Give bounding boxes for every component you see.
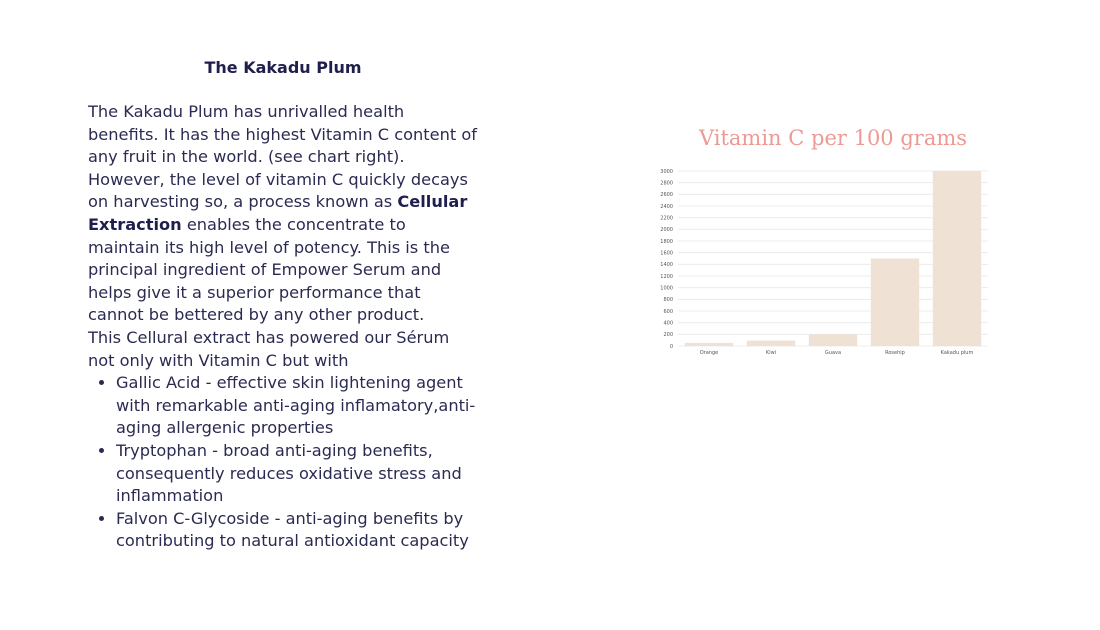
y-tick-label: 2200: [660, 215, 673, 222]
text-column: [88, 58, 478, 553]
bar-kiwi: [747, 341, 795, 346]
x-tick-label: Kiwi: [765, 350, 777, 356]
y-tick-label: 2400: [660, 203, 673, 210]
y-tick-label: 1800: [660, 238, 673, 245]
chart-plot: [648, 118, 998, 368]
intro-paragraph: [88, 101, 478, 327]
bar-orange: [685, 343, 733, 346]
y-tick-label: 2600: [660, 192, 673, 199]
list-item: • Gallic Acid - effective skin lightening agent with remarkable anti-aging inflamatory,anti-aging allergenic properties: [116, 372, 478, 440]
y-tick-label: 200: [663, 332, 673, 339]
y-tick-label: 1000: [660, 285, 673, 292]
x-tick-label: Orange: [699, 350, 719, 356]
intro-text-after: enables the concentrate to maintain its high level of potency. This is the principal ingredient of Empower Serum and helps give it a superior performance that cannot be bettered by any other product.: [88, 214, 450, 325]
bar-kakadu-plum: [933, 171, 981, 346]
list-item: • Tryptophan - broad anti-aging benefits, consequently reduces oxidative stress and inflammation: [116, 440, 478, 508]
y-tick-label: 2800: [660, 180, 673, 187]
x-tick-label: Kakadu plum: [940, 350, 974, 356]
extract-intro: This Cellural extract has powered our Sérum not only with Vitamin C but with: [88, 327, 450, 370]
y-tick-label: 1200: [660, 273, 673, 280]
x-tick-label: Guava: [824, 350, 842, 356]
y-tick-label: 3000: [660, 168, 673, 175]
y-tick-label: 0: [669, 343, 673, 350]
y-tick-label: 1400: [660, 262, 673, 269]
chart-title: Vitamin C per 100 grams: [698, 126, 968, 150]
intro-bold-term: Cellular Extraction: [88, 192, 468, 234]
benefits-list: [88, 372, 478, 553]
y-tick-label: 2000: [660, 227, 673, 234]
list-item: • Falvon C-Glycoside - anti-aging benefits by contributing to natural antioxidant capacity: [116, 508, 478, 553]
section-heading: The Kakadu Plum: [204, 58, 362, 77]
bar-guava: [809, 334, 857, 346]
intro-text-before: The Kakadu Plum has unrivalled health benefits. It has the highest Vitamin C content of any fruit in the world. (see chart right). However, the level of vitamin C quickly decays on harvesting so, a process known as: [88, 102, 477, 212]
vitamin-c-chart: [648, 118, 998, 368]
bar-rosehip: [871, 259, 919, 347]
y-tick-label: 800: [663, 297, 673, 304]
y-tick-label: 1600: [660, 250, 673, 257]
y-tick-label: 600: [663, 308, 673, 315]
y-tick-label: 400: [663, 320, 673, 327]
x-tick-label: Rosehip: [885, 350, 905, 356]
